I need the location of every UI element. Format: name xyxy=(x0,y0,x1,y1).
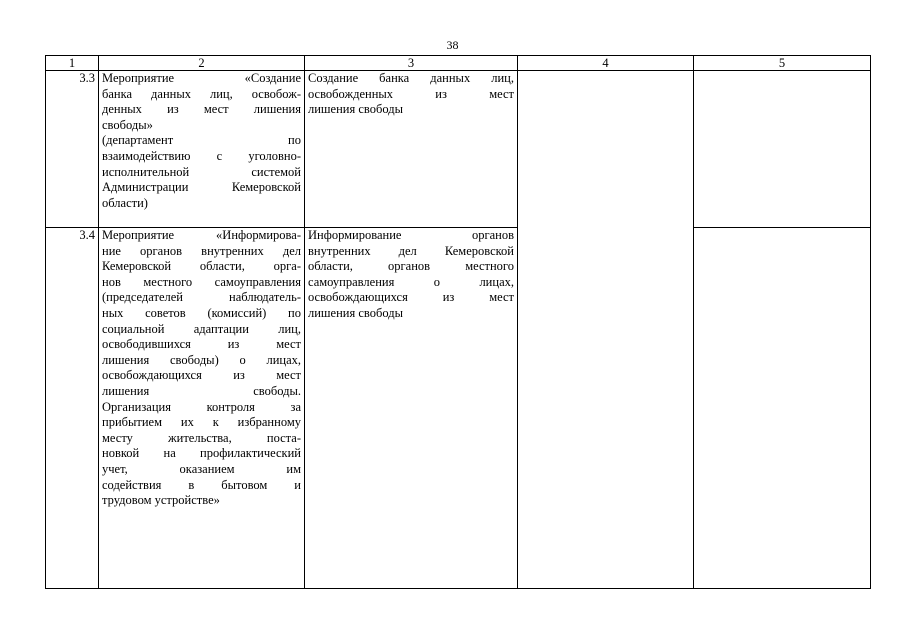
text-line: освободившихся из мест xyxy=(102,337,301,352)
text-line: освобождающихся из мест xyxy=(308,290,514,305)
text-line: исполнительной системой xyxy=(102,164,301,179)
text-line: Информирование органов xyxy=(308,228,514,242)
table-header-row xyxy=(46,56,871,71)
text-line: новкой на профилактический xyxy=(102,446,301,461)
table-row xyxy=(46,71,871,228)
text-line: самоуправления о лицах, xyxy=(308,274,514,289)
text-line: Мероприятие «Создание xyxy=(102,71,301,85)
column-header-4: 4 xyxy=(518,56,694,71)
page-number: 38 xyxy=(446,38,459,52)
column-5-cell xyxy=(694,71,871,228)
column-header-2: 2 xyxy=(99,56,305,71)
text-line: лишения свободы xyxy=(308,102,403,117)
text-line: внутренних дел Кемеровской xyxy=(308,243,514,258)
text-line: свободы» xyxy=(102,117,153,132)
row-number: 3.3 xyxy=(46,71,99,228)
text-line: Создание банка данных лиц, xyxy=(308,71,514,85)
text-line: области) xyxy=(102,195,148,210)
text-line: учет, оказанием им xyxy=(102,461,301,476)
text-line: лишения свободы. xyxy=(102,383,301,398)
text-line: лишения свободы xyxy=(308,305,403,320)
column-header-3: 3 xyxy=(305,56,518,71)
column-4-cell xyxy=(518,71,694,589)
text-line: Администрации Кемеровской xyxy=(102,180,301,195)
text-line: трудовом устройстве» xyxy=(102,493,220,508)
text-line: ных советов (комиссий) по xyxy=(102,305,301,320)
text-line: денных из мест лишения xyxy=(102,102,301,117)
text-line: (департамент по xyxy=(102,133,301,148)
text-line: области, органов местного xyxy=(308,259,514,274)
text-line: лишения свободы) о лицах, xyxy=(102,352,301,367)
column-header-1: 1 xyxy=(46,56,99,71)
text-line: прибытием их к избранному xyxy=(102,415,301,430)
text-line: взаимодействию с уголовно- xyxy=(102,148,301,163)
measure-result-cell xyxy=(305,228,518,589)
text-line: банка данных лиц, освобож- xyxy=(102,86,301,101)
text-line: Организация контроля за xyxy=(102,399,301,414)
text-line: месту жительства, поста- xyxy=(102,430,301,445)
measure-description-cell xyxy=(99,228,305,589)
column-header-5: 5 xyxy=(694,56,871,71)
text-line: освобождающихся из мест xyxy=(102,368,301,383)
measure-result-cell xyxy=(305,71,518,228)
text-line: (председателей наблюдатель- xyxy=(102,290,301,305)
measure-description-cell xyxy=(99,71,305,228)
text-line: содействия в бытовом и xyxy=(102,477,301,492)
text-line: Кемеровской области, орга- xyxy=(102,259,301,274)
text-line: освобожденных из мест xyxy=(308,86,514,101)
measures-table xyxy=(45,55,871,589)
column-5-cell xyxy=(694,228,871,589)
text-line: Мероприятие «Информирова- xyxy=(102,228,301,242)
text-line: социальной адаптации лиц, xyxy=(102,321,301,336)
text-line: нов местного самоуправления xyxy=(102,274,301,289)
table-row xyxy=(46,228,871,589)
row-number: 3.4 xyxy=(46,228,99,589)
text-line: ние органов внутренних дел xyxy=(102,243,301,258)
